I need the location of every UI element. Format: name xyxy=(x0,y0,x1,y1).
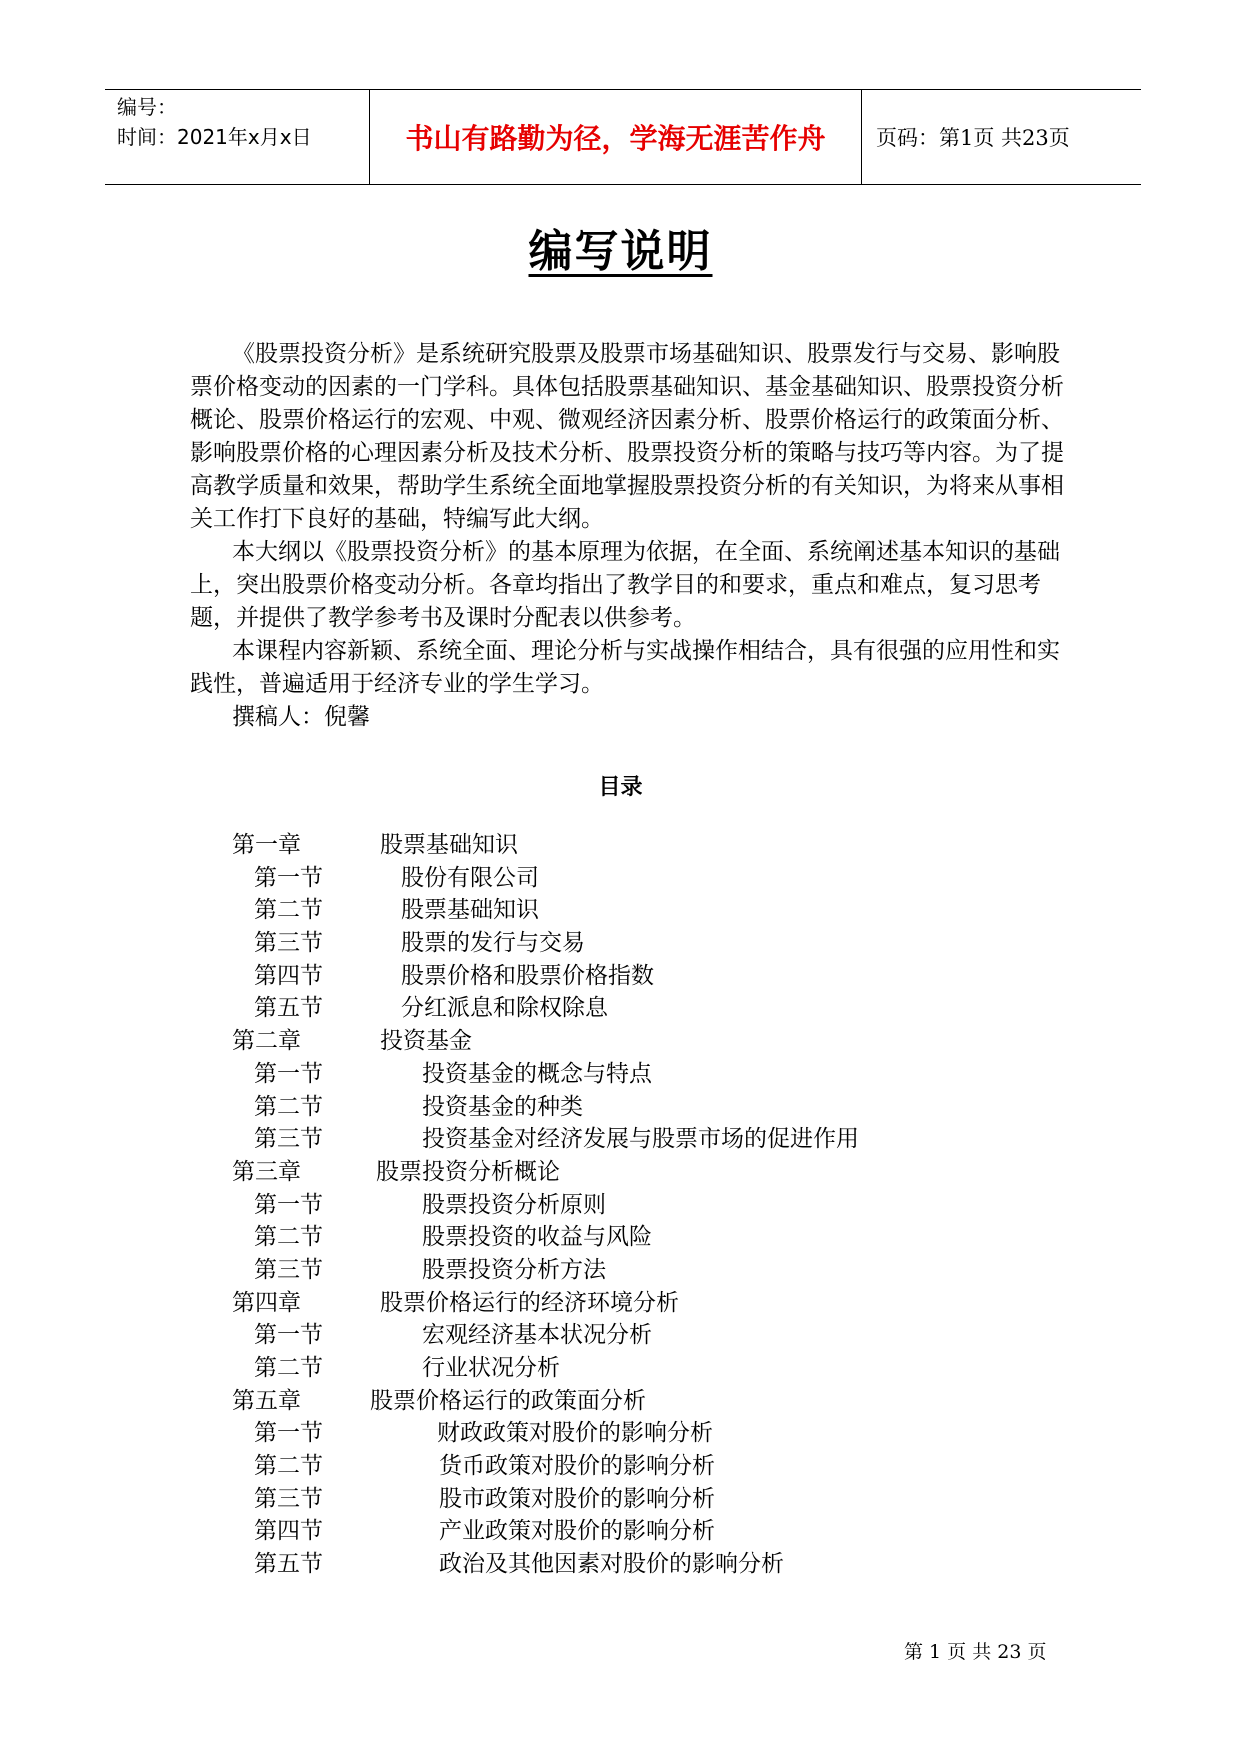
toc-entry-title: 股票价格运行的经济环境分析 xyxy=(380,1289,679,1316)
toc-entry-title: 宏观经济基本状况分析 xyxy=(422,1322,652,1349)
toc-entry-number: 第二章 xyxy=(232,1028,301,1055)
toc-section-row xyxy=(232,1352,560,1385)
toc-entry-title: 股票投资分析原则 xyxy=(422,1191,606,1218)
toc-entry-number: 第三章 xyxy=(232,1158,301,1185)
toc-section-row xyxy=(232,1548,784,1581)
header-motto: 书山有路勤为径，学海无涯苦作舟 xyxy=(370,90,862,184)
toc-entry-title: 股票基础知识 xyxy=(380,832,518,858)
toc-entry-title: 财政政策对股价的影响分析 xyxy=(437,1420,713,1447)
toc-entry-number: 第五节 xyxy=(254,1551,323,1578)
author-line: 撰稿人：倪馨 xyxy=(232,704,370,730)
paragraph: 本课程内容新颖、系统全面、理论分析与实战操作相结合，具有很强的应用性和实践性，普遍适用于经济专业的学生学习。 xyxy=(190,638,1060,697)
paragraph: 本大纲以《股票投资分析》的基本原理为依据，在全面、系统阐述基本知识的基础上，突出股票价格变动分析。各章均指出了教学目的和要求，重点和难点，复习思考题，并提供了教学参考书及课时分配表以供参考。 xyxy=(190,539,1060,631)
toc-entry-number: 第一节 xyxy=(254,1420,323,1447)
toc-entry-title: 投资基金的种类 xyxy=(422,1093,583,1120)
toc-entry-title: 政治及其他因素对股价的影响分析 xyxy=(439,1551,784,1578)
toc-entry-number: 第三节 xyxy=(254,1126,323,1153)
toc-section-row xyxy=(232,1058,652,1091)
toc-entry-title: 股票价格运行的政策面分析 xyxy=(370,1387,646,1414)
toc-entry-number: 第一章 xyxy=(232,832,301,858)
toc-section-row xyxy=(232,1450,715,1483)
toc-section-row xyxy=(232,927,585,960)
toc-entry-title: 股票基础知识 xyxy=(401,897,539,924)
toc-entry-number: 第一节 xyxy=(254,1060,323,1087)
toc-entry-number: 第三节 xyxy=(254,930,323,957)
toc-entry-title: 投资基金的概念与特点 xyxy=(422,1060,652,1087)
toc-entry-title: 股票价格和股票价格指数 xyxy=(401,962,654,989)
toc-entry-number: 第二节 xyxy=(254,1224,323,1251)
document-number-label: 编号： xyxy=(117,95,177,119)
document-time-label: 时间：2021年x月x日 xyxy=(117,125,312,149)
toc-entry-number: 第二节 xyxy=(254,1453,323,1480)
toc-entry-number: 第三节 xyxy=(254,1485,323,1512)
page-title: 编写说明 xyxy=(528,226,713,277)
toc-entry-title: 股市政策对股价的影响分析 xyxy=(439,1485,715,1512)
toc-entry-number: 第四章 xyxy=(232,1289,301,1316)
toc-entry-title: 股票投资的收益与风险 xyxy=(422,1224,652,1251)
toc-section-row xyxy=(232,1319,652,1352)
toc-entry-title: 投资基金对经济发展与股票市场的促进作用 xyxy=(422,1126,859,1153)
toc-entry-title: 行业状况分析 xyxy=(422,1355,560,1381)
header-table xyxy=(105,89,1141,185)
toc-section-row xyxy=(232,1254,606,1287)
toc-entry-title: 分红派息和除权除息 xyxy=(401,995,608,1022)
toc-entry-title: 股票投资分析方法 xyxy=(422,1256,606,1283)
toc-entry-number: 第一节 xyxy=(254,1191,323,1218)
table-of-contents xyxy=(232,829,859,1581)
toc-section-row xyxy=(232,894,539,927)
toc-section-row xyxy=(232,1417,713,1450)
toc-entry-number: 第四节 xyxy=(254,1518,323,1545)
toc-section-row xyxy=(232,960,654,993)
toc-section-row xyxy=(232,992,608,1025)
toc-title: 目录 xyxy=(598,775,643,800)
toc-entry-number: 第一节 xyxy=(254,1322,323,1349)
toc-section-row xyxy=(232,1483,715,1516)
toc-section-row xyxy=(232,1091,583,1124)
toc-entry-title: 产业政策对股价的影响分析 xyxy=(439,1518,715,1545)
toc-entry-number: 第四节 xyxy=(254,962,323,989)
toc-chapter-row xyxy=(232,829,518,862)
toc-section-row xyxy=(232,1189,606,1222)
toc-section-row xyxy=(232,1221,652,1254)
toc-entry-number: 第二节 xyxy=(254,897,323,924)
toc-chapter-row xyxy=(232,1287,679,1320)
toc-chapter-row xyxy=(232,1025,472,1058)
toc-section-row xyxy=(232,1123,859,1156)
toc-section-row xyxy=(232,862,539,895)
toc-chapter-row xyxy=(232,1385,646,1418)
toc-section-row xyxy=(232,1515,715,1548)
toc-entry-title: 股份有限公司 xyxy=(401,864,539,891)
paragraph: 《股票投资分析》是系统研究股票及股票市场基础知识、股票发行与交易、影响股票价格变动的因素的一门学科。具体包括股票基础知识、基金基础知识、股票投资分析概论、股票价格运行的宏观、中观、微观经济因素分析、股票价格运行的政策面分析、影响股票价格的心理因素分析及技术分析、股票投资分析的策略与技巧等内容。为了提高教学质量和效果，帮助学生系统全面地掌握股票投资分析的有关知识，为将来从事相关工作打下良好的基础，特编写此大纲。 xyxy=(190,341,1064,532)
toc-entry-number: 第二节 xyxy=(254,1355,323,1381)
toc-entry-number: 第三节 xyxy=(254,1256,323,1283)
toc-entry-title: 股票投资分析概论 xyxy=(376,1158,560,1185)
toc-chapter-row xyxy=(232,1156,560,1189)
toc-entry-title: 投资基金 xyxy=(380,1028,472,1055)
intro-text xyxy=(190,338,1070,734)
toc-entry-number: 第五节 xyxy=(254,995,323,1022)
header-page-label: 页码：第1页 共23页 xyxy=(876,126,1070,150)
header-info-cell xyxy=(105,90,370,184)
toc-entry-number: 第五章 xyxy=(232,1387,301,1414)
page-footer: 第 1 页 共 23 页 xyxy=(904,1641,1047,1663)
toc-entry-title: 股票的发行与交易 xyxy=(401,930,585,957)
toc-entry-number: 第一节 xyxy=(254,864,323,891)
toc-entry-title: 货币政策对股价的影响分析 xyxy=(439,1453,715,1480)
toc-entry-number: 第二节 xyxy=(254,1093,323,1120)
